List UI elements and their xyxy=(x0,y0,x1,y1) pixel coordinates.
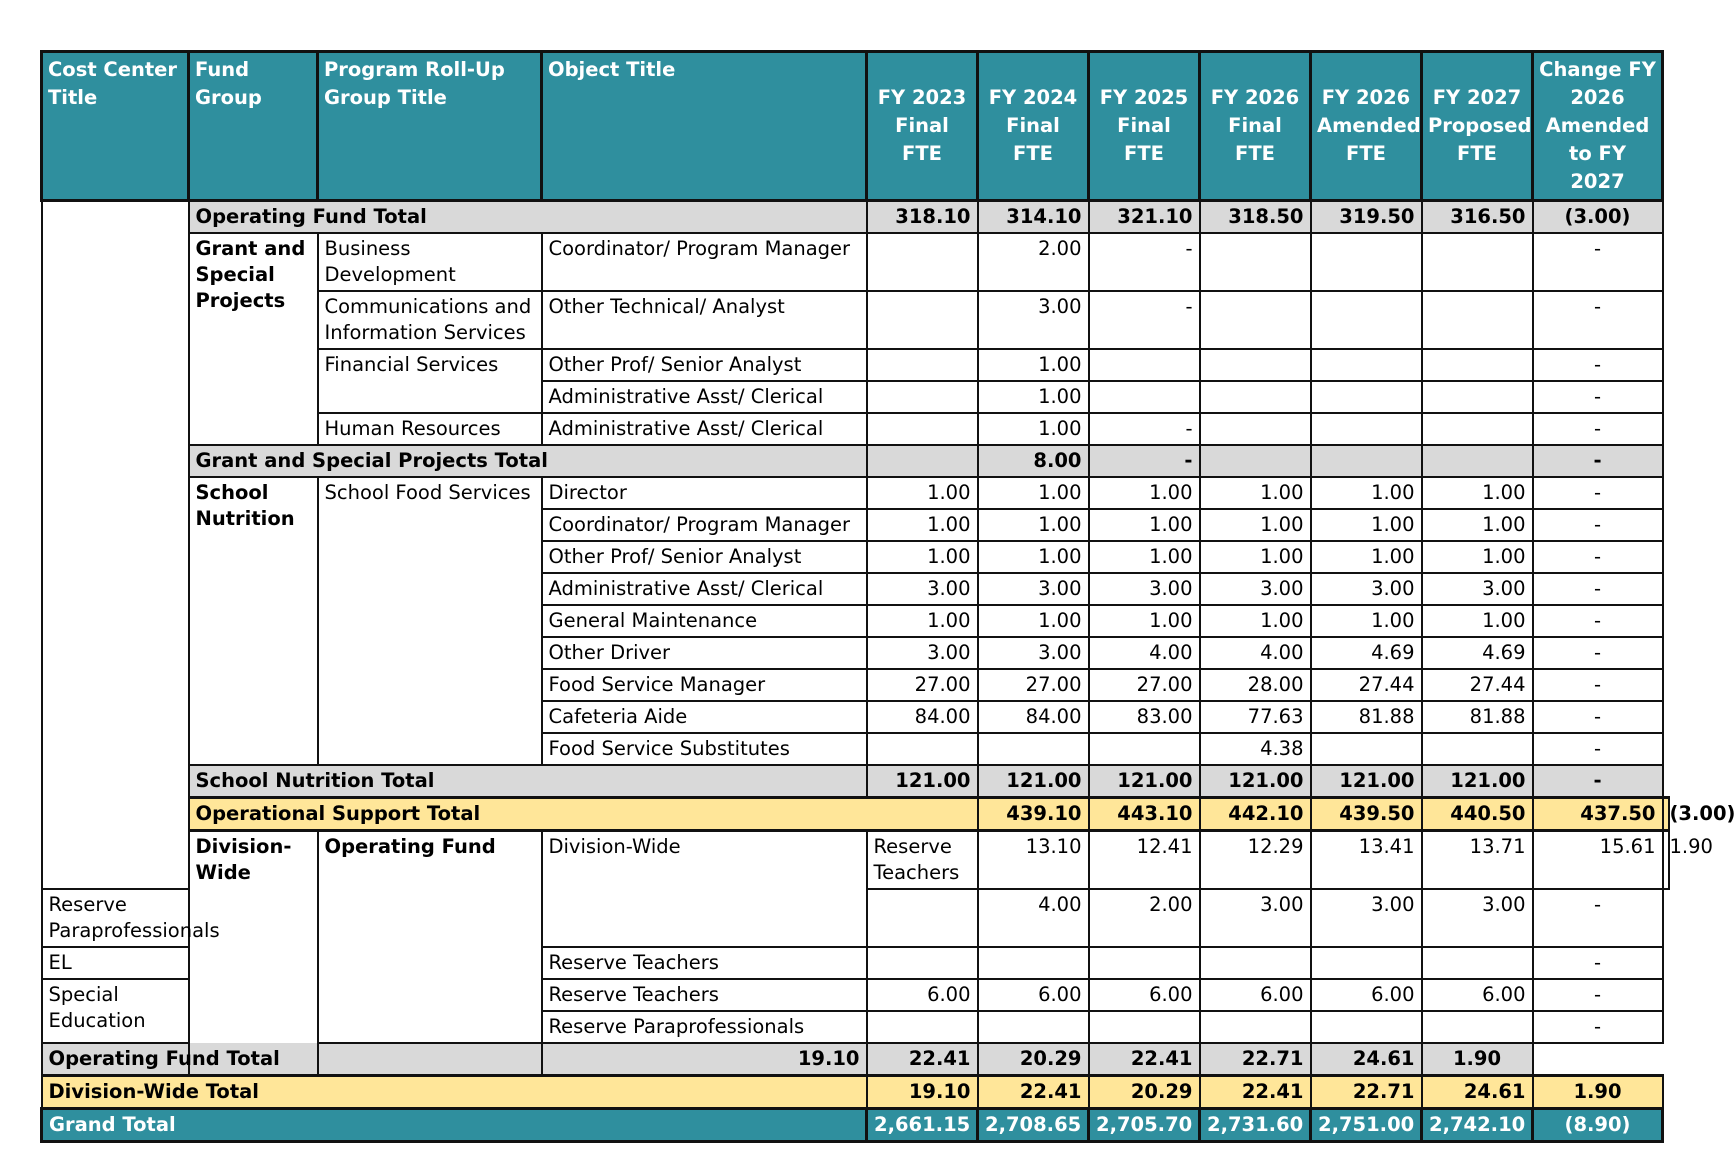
total-row xyxy=(42,1076,1670,1109)
fte-value: 27.44 xyxy=(1422,669,1533,701)
fte-value: 1.00 xyxy=(1200,541,1311,573)
object-cell: Coordinator/ Program Manager xyxy=(542,233,867,291)
fte-value: 22.41 xyxy=(1200,1076,1311,1109)
header-fy2027: FY 2027 Proposed FTE xyxy=(1422,52,1533,201)
fte-value: 1.00 xyxy=(1200,509,1311,541)
fte-change: - xyxy=(1533,1011,1663,1043)
fte-value: - xyxy=(1089,413,1200,445)
header-fy2025: FY 2025 Final FTE xyxy=(1089,52,1200,201)
fte-value: 3.00 xyxy=(867,637,978,669)
program-cell: Business Development xyxy=(318,233,542,291)
fte-value: 4.00 xyxy=(978,889,1089,947)
fte-value: 1.00 xyxy=(1422,605,1533,637)
fte-value: 440.50 xyxy=(1422,798,1533,831)
fte-value: 1.00 xyxy=(1311,509,1422,541)
object-cell: Reserve Paraprofessionals xyxy=(542,1011,867,1043)
fte-change: (8.90) xyxy=(1533,1109,1663,1142)
header-row xyxy=(42,52,1670,201)
fte-value: 318.50 xyxy=(1200,201,1311,234)
fte-value: 321.10 xyxy=(1089,201,1200,234)
subtotal-row xyxy=(42,1043,1670,1076)
fte-change: - xyxy=(1533,541,1663,573)
fte-value: 121.00 xyxy=(978,765,1089,798)
header-object: Object Title xyxy=(542,52,867,201)
fte-value: 81.88 xyxy=(1311,701,1422,733)
fte-value: 19.10 xyxy=(542,1043,867,1076)
subtotal-label: Grant and Special Projects Total xyxy=(189,445,867,477)
fte-value: 1.00 xyxy=(978,509,1089,541)
subtotal-label: School Nutrition Total xyxy=(189,765,867,798)
fte-value: 121.00 xyxy=(1422,765,1533,798)
fte-value xyxy=(867,381,978,413)
fte-change: - xyxy=(1533,509,1663,541)
program-cell: EL xyxy=(42,947,189,979)
subtotal-label: Operating Fund Total xyxy=(189,201,867,234)
fte-value: 2.00 xyxy=(1089,889,1200,947)
fte-value: 2,742.10 xyxy=(1422,1109,1533,1142)
fte-value: 13.71 xyxy=(1422,831,1533,890)
fte-change: - xyxy=(1533,381,1663,413)
fte-value xyxy=(1311,413,1422,445)
fte-value: 22.41 xyxy=(978,1076,1089,1109)
fte-value xyxy=(1422,233,1533,291)
fte-value: 121.00 xyxy=(867,765,978,798)
grand-total-label: Grand Total xyxy=(42,1109,867,1142)
fte-value: 1.00 xyxy=(1422,509,1533,541)
fte-change: - xyxy=(1533,233,1663,291)
program-cell: Communications and Information Services xyxy=(318,291,542,349)
object-cell: Other Prof/ Senior Analyst xyxy=(542,349,867,381)
fte-value: 2,705.70 xyxy=(1089,1109,1200,1142)
fte-value xyxy=(1089,1011,1200,1043)
fte-change: - xyxy=(1533,637,1663,669)
fte-value xyxy=(1200,947,1311,979)
fte-value: 1.00 xyxy=(978,349,1089,381)
object-cell: Other Technical/ Analyst xyxy=(542,291,867,349)
fte-value: 1.00 xyxy=(1089,541,1200,573)
fte-value: 121.00 xyxy=(1200,765,1311,798)
fte-value: 2,661.15 xyxy=(867,1109,978,1142)
fte-value: 27.00 xyxy=(867,669,978,701)
fte-value xyxy=(867,233,978,291)
fte-value xyxy=(1422,349,1533,381)
fte-value: 1.00 xyxy=(1311,541,1422,573)
object-cell: Coordinator/ Program Manager xyxy=(542,509,867,541)
fte-value xyxy=(867,1011,978,1043)
cost-center-cell: Division-Wide xyxy=(189,831,318,1076)
fte-value: 1.00 xyxy=(1311,605,1422,637)
program-cell: Special Education xyxy=(42,979,189,1043)
fte-value: 2.00 xyxy=(978,233,1089,291)
fund-group-cell: Grant and Special Projects xyxy=(189,233,318,445)
fte-value: 1.00 xyxy=(867,509,978,541)
fte-value xyxy=(1422,947,1533,979)
fte-value: 319.50 xyxy=(1311,201,1422,234)
fte-value xyxy=(1422,381,1533,413)
fte-value: 439.50 xyxy=(1311,798,1422,831)
fte-value: 2,751.00 xyxy=(1311,1109,1422,1142)
fte-value: 439.10 xyxy=(978,798,1089,831)
fte-value: - xyxy=(1089,445,1200,477)
fte-value xyxy=(1200,349,1311,381)
header-change: Change FY 2026 Amended to FY 2027 xyxy=(1533,52,1663,201)
fte-value: 2,708.65 xyxy=(978,1109,1089,1142)
table-row xyxy=(42,233,1670,291)
fte-change: - xyxy=(1533,733,1663,765)
fte-value xyxy=(867,291,978,349)
fte-value xyxy=(1200,233,1311,291)
table-row xyxy=(42,831,1670,890)
fte-value: 22.71 xyxy=(1311,1076,1422,1109)
object-cell: Administrative Asst/ Clerical xyxy=(542,381,867,413)
fte-value: 6.00 xyxy=(1089,979,1200,1011)
object-cell: Other Prof/ Senior Analyst xyxy=(542,541,867,573)
program-cell: School Food Services xyxy=(318,477,542,765)
fte-value: 22.71 xyxy=(1200,1043,1311,1076)
fte-value: 442.10 xyxy=(1200,798,1311,831)
fte-table xyxy=(40,50,1735,1143)
fte-value: 437.50 xyxy=(1533,798,1663,831)
fte-value: - xyxy=(1089,233,1200,291)
fte-value: 6.00 xyxy=(1200,979,1311,1011)
fte-value: 84.00 xyxy=(867,701,978,733)
fte-change: 1.90 xyxy=(1663,831,1670,890)
fte-value: 3.00 xyxy=(1200,889,1311,947)
fte-value xyxy=(1200,413,1311,445)
fte-value xyxy=(1311,233,1422,291)
fte-value: 81.88 xyxy=(1422,701,1533,733)
fte-value: 6.00 xyxy=(1422,979,1533,1011)
subtotal-row xyxy=(42,201,1670,234)
grand-total-row xyxy=(42,1109,1670,1142)
fte-change: - xyxy=(1533,291,1663,349)
header-fy2026-final: FY 2026 Final FTE xyxy=(1200,52,1311,201)
header-fy2024: FY 2024 Final FTE xyxy=(978,52,1089,201)
fte-value: 15.61 xyxy=(1533,831,1663,890)
subtotal-label: Operating Fund Total xyxy=(42,1043,542,1076)
fte-value: 12.29 xyxy=(1200,831,1311,890)
total-label: Division-Wide Total xyxy=(42,1076,867,1109)
fte-value: 6.00 xyxy=(978,979,1089,1011)
fte-value: 3.00 xyxy=(1311,889,1422,947)
fte-value xyxy=(1311,291,1422,349)
fte-value: 1.00 xyxy=(978,541,1089,573)
fte-value: 4.00 xyxy=(1200,637,1311,669)
table-row xyxy=(42,477,1670,509)
fte-value xyxy=(1311,381,1422,413)
fte-value: 13.41 xyxy=(1311,831,1422,890)
fte-value xyxy=(978,947,1089,979)
fte-value: 3.00 xyxy=(978,573,1089,605)
fte-value: 13.10 xyxy=(978,831,1089,890)
fte-value xyxy=(1422,445,1533,477)
fte-value: 3.00 xyxy=(1311,573,1422,605)
fte-value: 3.00 xyxy=(978,291,1089,349)
fte-value: 27.44 xyxy=(1311,669,1422,701)
fte-value: 1.00 xyxy=(867,541,978,573)
fte-change: - xyxy=(1533,765,1663,798)
fte-value: 27.00 xyxy=(1089,669,1200,701)
fte-change: - xyxy=(1533,445,1663,477)
fte-value xyxy=(1089,349,1200,381)
fte-value: 4.69 xyxy=(1422,637,1533,669)
fte-change: (3.00) xyxy=(1533,201,1663,234)
fte-value xyxy=(1200,1011,1311,1043)
fte-value: 1.00 xyxy=(978,413,1089,445)
fte-value: 1.00 xyxy=(1422,541,1533,573)
fte-value: 83.00 xyxy=(1089,701,1200,733)
fte-change: - xyxy=(1533,979,1663,1011)
object-cell: Food Service Substitutes xyxy=(542,733,867,765)
fte-value: 6.00 xyxy=(1311,979,1422,1011)
fte-value xyxy=(1200,445,1311,477)
fte-value xyxy=(1422,413,1533,445)
fte-value: 1.00 xyxy=(867,605,978,637)
fte-value xyxy=(1422,733,1533,765)
fte-change: 1.90 xyxy=(1533,1076,1663,1109)
fte-value: 1.00 xyxy=(1200,477,1311,509)
fte-value xyxy=(1311,1011,1422,1043)
fte-value: 316.50 xyxy=(1422,201,1533,234)
fte-value: 3.00 xyxy=(1089,573,1200,605)
fte-value xyxy=(867,413,978,445)
total-row xyxy=(42,798,1670,831)
fte-value: 6.00 xyxy=(867,979,978,1011)
fte-value xyxy=(1311,445,1422,477)
object-cell: Administrative Asst/ Clerical xyxy=(542,573,867,605)
fte-value xyxy=(1200,381,1311,413)
fte-value: 1.00 xyxy=(978,381,1089,413)
total-label: Operational Support Total xyxy=(189,798,978,831)
object-cell: Reserve Paraprofessionals xyxy=(42,889,189,947)
program-cell: Division-Wide xyxy=(542,831,867,948)
cost-center-cell xyxy=(42,201,189,890)
fte-value: 1.00 xyxy=(1089,477,1200,509)
fte-value: 24.61 xyxy=(1422,1076,1533,1109)
fte-change: - xyxy=(1533,573,1663,605)
fte-value xyxy=(1311,947,1422,979)
object-cell: General Maintenance xyxy=(542,605,867,637)
fte-value xyxy=(1311,349,1422,381)
fte-value: 1.00 xyxy=(1422,477,1533,509)
fte-value: 8.00 xyxy=(978,445,1089,477)
object-cell: Reserve Teachers xyxy=(542,979,867,1011)
program-cell: Financial Services xyxy=(318,349,542,413)
fte-value: 19.10 xyxy=(867,1076,978,1109)
fte-change: - xyxy=(1533,669,1663,701)
fte-value xyxy=(978,1011,1089,1043)
fte-value xyxy=(867,733,978,765)
fte-change: - xyxy=(1533,889,1663,947)
fte-change: - xyxy=(1533,947,1663,979)
fte-value: 1.00 xyxy=(867,477,978,509)
fte-value: 2,731.60 xyxy=(1200,1109,1311,1142)
fte-value: 3.00 xyxy=(1200,573,1311,605)
fte-value: 12.41 xyxy=(1089,831,1200,890)
program-cell: Human Resources xyxy=(318,413,542,445)
header-cost-center: Cost Center Title xyxy=(42,52,189,201)
fte-value xyxy=(978,733,1089,765)
fte-value: 121.00 xyxy=(1089,765,1200,798)
object-cell: Administrative Asst/ Clerical xyxy=(542,413,867,445)
header-fy2026-amended: FY 2026 Amended FTE xyxy=(1311,52,1422,201)
fte-value: 121.00 xyxy=(1311,765,1422,798)
fte-value xyxy=(1089,947,1200,979)
object-cell: Cafeteria Aide xyxy=(542,701,867,733)
fte-value xyxy=(867,947,978,979)
fte-value xyxy=(867,349,978,381)
fte-value xyxy=(867,445,978,477)
header-program: Program Roll-Up Group Title xyxy=(318,52,542,201)
fte-value: 22.41 xyxy=(1089,1043,1200,1076)
fte-value: 1.00 xyxy=(978,477,1089,509)
fte-change: - xyxy=(1533,349,1663,381)
fte-value: 27.00 xyxy=(978,669,1089,701)
fte-value: 77.63 xyxy=(1200,701,1311,733)
fte-value: 1.00 xyxy=(1089,605,1200,637)
fte-change: - xyxy=(1533,701,1663,733)
fte-value xyxy=(1422,291,1533,349)
fte-change: - xyxy=(1533,413,1663,445)
fte-value xyxy=(1200,291,1311,349)
fte-value xyxy=(1089,381,1200,413)
fte-change: - xyxy=(1533,605,1663,637)
fte-value: 20.29 xyxy=(978,1043,1089,1076)
fte-value xyxy=(867,889,978,947)
object-cell: Reserve Teachers xyxy=(542,947,867,979)
fte-value: 1.00 xyxy=(978,605,1089,637)
fte-value: 3.00 xyxy=(1422,573,1533,605)
fte-value xyxy=(1422,1011,1533,1043)
fte-value: 84.00 xyxy=(978,701,1089,733)
fte-value: 4.38 xyxy=(1200,733,1311,765)
fte-value xyxy=(1089,733,1200,765)
subtotal-row xyxy=(42,765,1670,798)
fte-value: 1.00 xyxy=(1311,477,1422,509)
fte-value: 4.69 xyxy=(1311,637,1422,669)
fte-change: (3.00) xyxy=(1663,798,1670,831)
fte-value: 443.10 xyxy=(1089,798,1200,831)
fte-change: - xyxy=(1533,477,1663,509)
header-fund-group: Fund Group xyxy=(189,52,318,201)
fte-value: 1.00 xyxy=(1200,605,1311,637)
fte-value: 1.00 xyxy=(1089,509,1200,541)
fte-value: 3.00 xyxy=(1422,889,1533,947)
fte-value: 318.10 xyxy=(867,201,978,234)
fund-group-cell: Operating Fund xyxy=(318,831,542,1044)
fte-value: 4.00 xyxy=(1089,637,1200,669)
fte-value: 28.00 xyxy=(1200,669,1311,701)
object-cell: Director xyxy=(542,477,867,509)
fte-value: 24.61 xyxy=(1311,1043,1422,1076)
fte-change: 1.90 xyxy=(1422,1043,1533,1076)
object-cell: Other Driver xyxy=(542,637,867,669)
fte-value: 3.00 xyxy=(867,573,978,605)
fte-value: 20.29 xyxy=(1089,1076,1200,1109)
fte-value: 314.10 xyxy=(978,201,1089,234)
object-cell: Reserve Teachers xyxy=(867,831,978,890)
header-fy2023: FY 2023 Final FTE xyxy=(867,52,978,201)
subtotal-row xyxy=(42,445,1670,477)
fte-value: 22.41 xyxy=(867,1043,978,1076)
fte-value: 3.00 xyxy=(978,637,1089,669)
fte-value xyxy=(1311,733,1422,765)
object-cell: Food Service Manager xyxy=(542,669,867,701)
fte-value: - xyxy=(1089,291,1200,349)
fund-group-cell: School Nutrition xyxy=(189,477,318,765)
